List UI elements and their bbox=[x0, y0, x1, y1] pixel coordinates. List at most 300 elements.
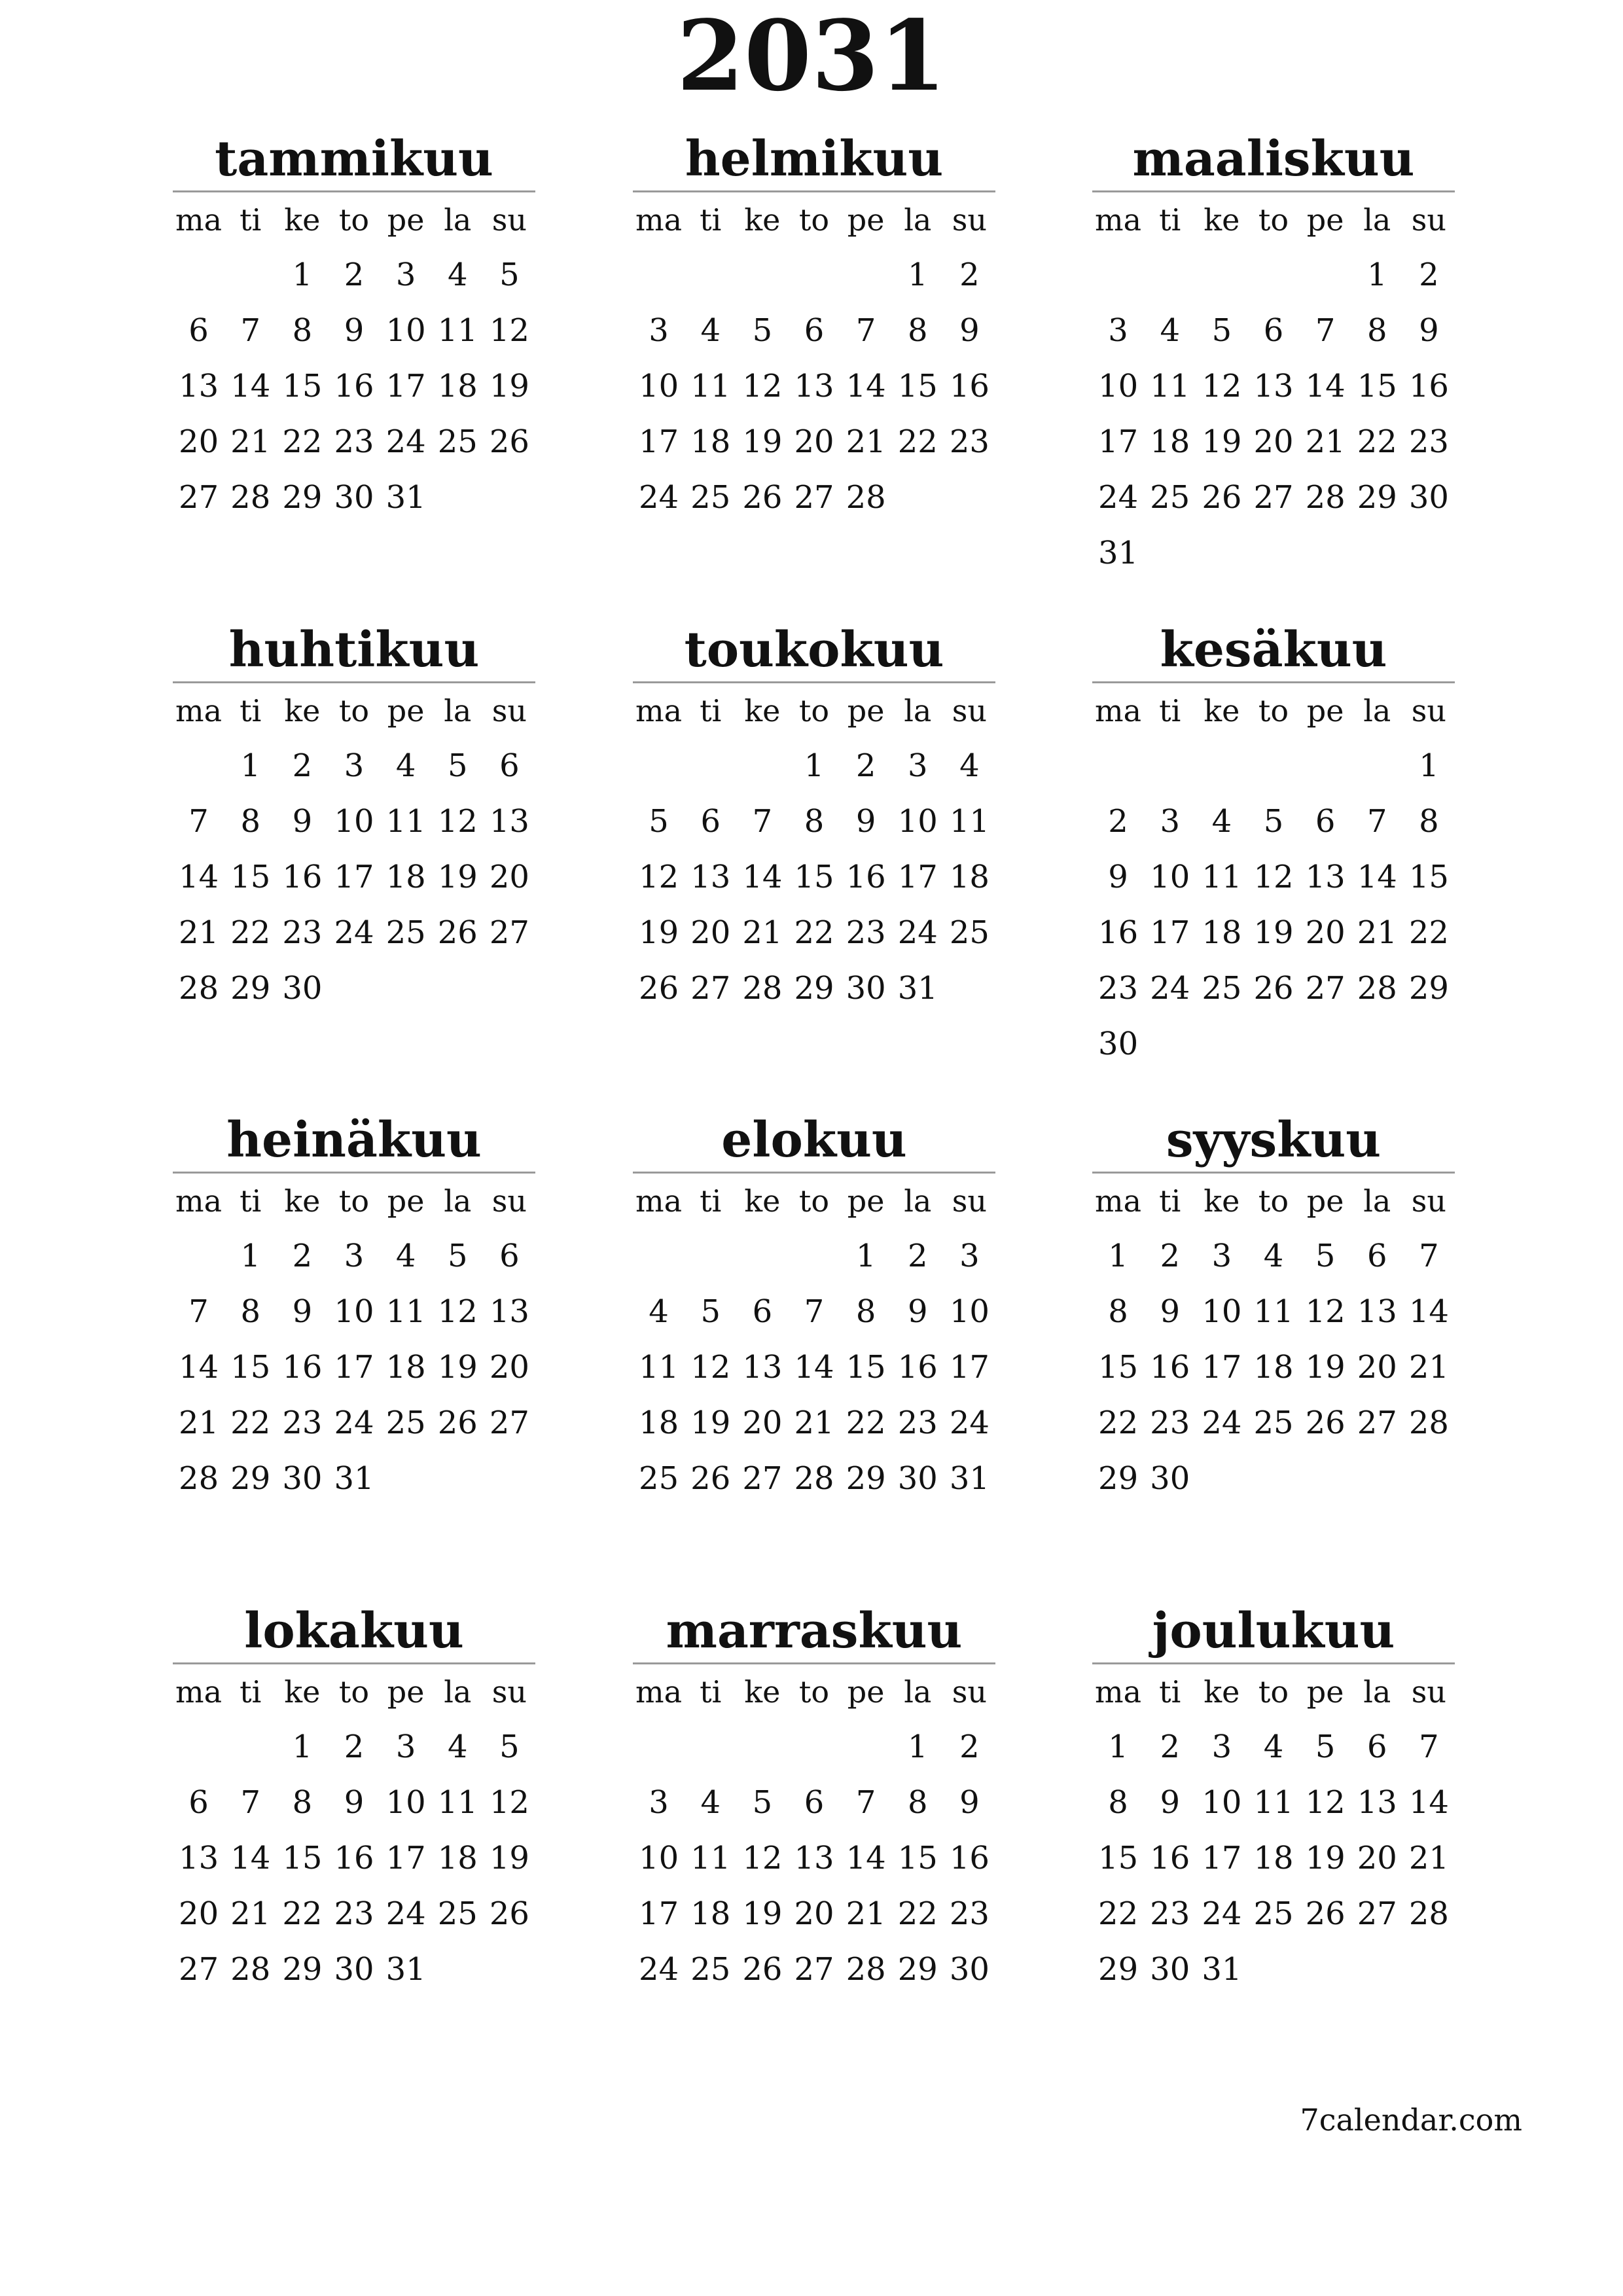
day-cell: 24 bbox=[897, 914, 938, 951]
day-cell: 13 bbox=[179, 368, 219, 404]
day-cell: 9 bbox=[1108, 859, 1128, 895]
day-cell: 5 bbox=[1211, 312, 1232, 349]
day-cell: 5 bbox=[1315, 1729, 1336, 1765]
weekday-header bbox=[1092, 1664, 1455, 1719]
month-elokuu bbox=[633, 1109, 995, 1507]
day-cell: 20 bbox=[742, 1405, 783, 1441]
day-cell: 27 bbox=[794, 1951, 834, 1988]
day-cell: 18 bbox=[690, 423, 731, 460]
day-cell: 26 bbox=[742, 479, 783, 516]
day-cell: 16 bbox=[334, 368, 374, 404]
day-grid bbox=[633, 1719, 995, 1998]
day-cell: 1 bbox=[1108, 1729, 1128, 1765]
month-name: syyskuu bbox=[1092, 1109, 1455, 1174]
weekday-label: su bbox=[491, 693, 527, 728]
day-cell: 18 bbox=[690, 1895, 731, 1932]
day-cell: 15 bbox=[1098, 1840, 1139, 1876]
day-cell: 30 bbox=[334, 479, 374, 516]
day-cell: 1 bbox=[804, 747, 825, 784]
day-cell: 30 bbox=[1150, 1460, 1190, 1497]
day-cell: 22 bbox=[1408, 914, 1449, 951]
day-cell: 24 bbox=[385, 423, 426, 460]
day-cell: 4 bbox=[395, 1238, 416, 1274]
day-cell: 1 bbox=[1367, 257, 1387, 293]
day-cell: 17 bbox=[1098, 423, 1139, 460]
empty-cell bbox=[685, 738, 736, 794]
empty-cell bbox=[736, 1719, 788, 1775]
weekday-label: ke bbox=[1204, 202, 1240, 238]
day-cell: 16 bbox=[282, 859, 323, 895]
day-cell: 1 bbox=[240, 1238, 260, 1274]
weekday-label: ti bbox=[240, 1183, 262, 1219]
weekday-label: la bbox=[904, 1674, 932, 1710]
day-cell: 28 bbox=[794, 1460, 834, 1497]
empty-cell bbox=[1092, 738, 1144, 794]
day-cell: 10 bbox=[334, 803, 374, 840]
day-cell: 26 bbox=[1305, 1895, 1346, 1932]
empty-cell bbox=[736, 1229, 788, 1284]
weekday-label: pe bbox=[387, 693, 425, 728]
day-cell: 4 bbox=[448, 1729, 468, 1765]
day-cell: 12 bbox=[489, 1784, 529, 1821]
day-cell: 16 bbox=[1150, 1349, 1190, 1386]
month-name: elokuu bbox=[633, 1109, 995, 1174]
weekday-label: ma bbox=[175, 1183, 223, 1219]
day-cell: 12 bbox=[1305, 1784, 1346, 1821]
day-cell: 19 bbox=[742, 1895, 783, 1932]
day-cell: 20 bbox=[794, 1895, 834, 1932]
day-cell: 4 bbox=[1263, 1238, 1284, 1274]
day-cell: 11 bbox=[1253, 1784, 1294, 1821]
day-cell: 21 bbox=[1357, 914, 1397, 951]
day-cell: 24 bbox=[1098, 479, 1139, 516]
empty-cell bbox=[685, 1719, 736, 1775]
day-cell: 23 bbox=[334, 1895, 374, 1932]
day-cell: 17 bbox=[334, 1349, 374, 1386]
weekday-label: to bbox=[1258, 202, 1289, 238]
weekday-header bbox=[173, 1664, 535, 1719]
day-cell: 31 bbox=[897, 970, 938, 1007]
year-title: 2031 bbox=[677, 0, 946, 113]
weekday-label: su bbox=[491, 1674, 527, 1710]
day-cell: 29 bbox=[1098, 1951, 1139, 1988]
day-cell: 21 bbox=[742, 914, 783, 951]
empty-cell bbox=[1144, 738, 1196, 794]
day-cell: 10 bbox=[639, 368, 679, 404]
day-cell: 22 bbox=[282, 1895, 323, 1932]
month-name: marraskuu bbox=[633, 1600, 995, 1664]
day-cell: 2 bbox=[292, 1238, 313, 1274]
day-cell: 15 bbox=[897, 1840, 938, 1876]
day-cell: 24 bbox=[639, 479, 679, 516]
day-cell: 28 bbox=[1408, 1405, 1449, 1441]
day-cell: 8 bbox=[1108, 1293, 1128, 1330]
day-cell: 22 bbox=[897, 1895, 938, 1932]
day-cell: 25 bbox=[385, 1405, 426, 1441]
day-cell: 25 bbox=[1253, 1895, 1294, 1932]
day-cell: 10 bbox=[1098, 368, 1139, 404]
day-cell: 6 bbox=[188, 312, 209, 349]
weekday-label: to bbox=[798, 693, 830, 728]
day-cell: 6 bbox=[188, 1784, 209, 1821]
weekday-label: su bbox=[1411, 693, 1447, 728]
empty-cell bbox=[633, 738, 685, 794]
day-cell: 12 bbox=[690, 1349, 731, 1386]
day-cell: 21 bbox=[230, 423, 271, 460]
empty-cell bbox=[736, 738, 788, 794]
weekday-label: la bbox=[444, 202, 472, 238]
day-cell: 21 bbox=[230, 1895, 271, 1932]
day-cell: 22 bbox=[282, 423, 323, 460]
empty-cell bbox=[224, 247, 276, 303]
day-cell: 7 bbox=[188, 1293, 209, 1330]
empty-cell bbox=[1144, 247, 1196, 303]
day-cell: 25 bbox=[1150, 479, 1190, 516]
day-cell: 2 bbox=[908, 1238, 928, 1274]
month-joulukuu bbox=[1092, 1600, 1455, 1998]
day-cell: 19 bbox=[1305, 1349, 1346, 1386]
month-huhtikuu bbox=[173, 619, 535, 1016]
day-cell: 11 bbox=[385, 803, 426, 840]
day-cell: 27 bbox=[1305, 970, 1346, 1007]
day-cell: 2 bbox=[1419, 257, 1439, 293]
weekday-label: ma bbox=[175, 1674, 223, 1710]
day-cell: 8 bbox=[292, 1784, 313, 1821]
day-cell: 9 bbox=[344, 1784, 365, 1821]
day-cell: 6 bbox=[1367, 1238, 1387, 1274]
month-name: huhtikuu bbox=[173, 619, 535, 683]
day-cell: 22 bbox=[230, 1405, 271, 1441]
empty-cell bbox=[840, 247, 892, 303]
day-cell: 17 bbox=[949, 1349, 990, 1386]
day-cell: 3 bbox=[959, 1238, 980, 1274]
weekday-header bbox=[633, 1664, 995, 1719]
day-cell: 7 bbox=[1367, 803, 1387, 840]
month-name: lokakuu bbox=[173, 1600, 535, 1664]
day-grid bbox=[173, 1229, 535, 1507]
weekday-label: pe bbox=[387, 202, 425, 238]
day-cell: 5 bbox=[499, 1729, 520, 1765]
month-toukokuu bbox=[633, 619, 995, 1016]
day-cell: 5 bbox=[752, 312, 773, 349]
day-cell: 30 bbox=[282, 970, 323, 1007]
day-cell: 29 bbox=[230, 1460, 271, 1497]
day-cell: 5 bbox=[448, 747, 468, 784]
day-cell: 1 bbox=[292, 1729, 313, 1765]
day-cell: 18 bbox=[1253, 1349, 1294, 1386]
day-cell: 29 bbox=[282, 479, 323, 516]
weekday-label: pe bbox=[387, 1183, 425, 1219]
day-cell: 8 bbox=[1108, 1784, 1128, 1821]
day-cell: 3 bbox=[649, 312, 669, 349]
day-cell: 7 bbox=[855, 312, 876, 349]
day-cell: 18 bbox=[1150, 423, 1190, 460]
month-helmikuu bbox=[633, 128, 995, 526]
day-cell: 15 bbox=[897, 368, 938, 404]
day-cell: 6 bbox=[1315, 803, 1336, 840]
day-cell: 14 bbox=[742, 859, 783, 895]
weekday-label: la bbox=[904, 202, 932, 238]
day-cell: 8 bbox=[855, 1293, 876, 1330]
weekday-label: to bbox=[1258, 1674, 1289, 1710]
day-cell: 12 bbox=[742, 1840, 783, 1876]
day-cell: 3 bbox=[1160, 803, 1180, 840]
weekday-label: ti bbox=[700, 1183, 722, 1219]
weekday-label: ma bbox=[635, 1674, 683, 1710]
day-grid bbox=[1092, 1229, 1455, 1507]
day-cell: 25 bbox=[1202, 970, 1242, 1007]
day-cell: 28 bbox=[846, 479, 886, 516]
day-cell: 13 bbox=[794, 368, 834, 404]
day-cell: 19 bbox=[1253, 914, 1294, 951]
day-cell: 11 bbox=[1202, 859, 1242, 895]
day-cell: 9 bbox=[908, 1293, 928, 1330]
day-cell: 29 bbox=[897, 1951, 938, 1988]
weekday-label: pe bbox=[847, 693, 885, 728]
day-cell: 21 bbox=[179, 914, 219, 951]
day-cell: 14 bbox=[1408, 1293, 1449, 1330]
day-cell: 27 bbox=[179, 1951, 219, 1988]
day-cell: 3 bbox=[344, 747, 365, 784]
weekday-header bbox=[633, 1174, 995, 1229]
day-cell: 30 bbox=[846, 970, 886, 1007]
day-cell: 28 bbox=[1357, 970, 1397, 1007]
weekday-header bbox=[173, 192, 535, 247]
day-cell: 9 bbox=[292, 1293, 313, 1330]
day-cell: 3 bbox=[1108, 312, 1128, 349]
day-cell: 14 bbox=[1357, 859, 1397, 895]
weekday-label: ke bbox=[284, 693, 321, 728]
empty-cell bbox=[224, 1719, 276, 1775]
day-cell: 3 bbox=[1211, 1729, 1232, 1765]
weekday-label: la bbox=[444, 1674, 472, 1710]
day-cell: 27 bbox=[794, 479, 834, 516]
day-cell: 27 bbox=[1253, 479, 1294, 516]
day-cell: 8 bbox=[240, 803, 260, 840]
day-cell: 15 bbox=[1408, 859, 1449, 895]
day-cell: 27 bbox=[1357, 1405, 1397, 1441]
day-grid bbox=[633, 738, 995, 1016]
day-grid bbox=[1092, 247, 1455, 581]
day-cell: 28 bbox=[1408, 1895, 1449, 1932]
month-name: toukokuu bbox=[633, 619, 995, 683]
day-cell: 31 bbox=[1098, 535, 1139, 571]
empty-cell bbox=[173, 1719, 224, 1775]
weekday-label: to bbox=[798, 1183, 830, 1219]
day-cell: 1 bbox=[1108, 1238, 1128, 1274]
weekday-label: ke bbox=[1204, 1674, 1240, 1710]
day-cell: 18 bbox=[385, 859, 426, 895]
day-cell: 2 bbox=[344, 1729, 365, 1765]
weekday-label: su bbox=[952, 1674, 988, 1710]
day-cell: 24 bbox=[639, 1951, 679, 1988]
day-cell: 4 bbox=[448, 257, 468, 293]
day-cell: 23 bbox=[1150, 1895, 1190, 1932]
day-cell: 23 bbox=[282, 914, 323, 951]
weekday-label: to bbox=[798, 1674, 830, 1710]
day-cell: 27 bbox=[742, 1460, 783, 1497]
day-cell: 10 bbox=[639, 1840, 679, 1876]
day-cell: 31 bbox=[949, 1460, 990, 1497]
day-cell: 7 bbox=[1419, 1729, 1439, 1765]
day-cell: 5 bbox=[1315, 1238, 1336, 1274]
empty-cell bbox=[1247, 247, 1299, 303]
weekday-label: su bbox=[1411, 202, 1447, 238]
day-cell: 13 bbox=[179, 1840, 219, 1876]
weekday-header bbox=[1092, 192, 1455, 247]
day-cell: 29 bbox=[1408, 970, 1449, 1007]
weekday-label: ti bbox=[240, 202, 262, 238]
day-cell: 3 bbox=[344, 1238, 365, 1274]
empty-cell bbox=[1300, 738, 1351, 794]
weekday-label: pe bbox=[1306, 1674, 1344, 1710]
day-cell: 11 bbox=[949, 803, 990, 840]
day-cell: 22 bbox=[1357, 423, 1397, 460]
day-cell: 20 bbox=[1305, 914, 1346, 951]
day-cell: 19 bbox=[489, 1840, 529, 1876]
day-cell: 28 bbox=[1305, 479, 1346, 516]
weekday-label: ma bbox=[1095, 693, 1142, 728]
weekday-label: ma bbox=[635, 202, 683, 238]
day-cell: 2 bbox=[344, 257, 365, 293]
day-cell: 23 bbox=[1150, 1405, 1190, 1441]
weekday-label: ma bbox=[175, 202, 223, 238]
day-cell: 7 bbox=[240, 1784, 260, 1821]
day-cell: 27 bbox=[489, 914, 529, 951]
empty-cell bbox=[1196, 247, 1247, 303]
day-cell: 13 bbox=[1253, 368, 1294, 404]
day-cell: 27 bbox=[179, 479, 219, 516]
day-cell: 13 bbox=[1357, 1784, 1397, 1821]
weekday-label: to bbox=[338, 693, 370, 728]
day-cell: 28 bbox=[230, 1951, 271, 1988]
day-cell: 20 bbox=[1253, 423, 1294, 460]
day-cell: 16 bbox=[897, 1349, 938, 1386]
day-grid bbox=[173, 247, 535, 526]
weekday-label: to bbox=[798, 202, 830, 238]
day-cell: 17 bbox=[334, 859, 374, 895]
weekday-label: ti bbox=[700, 693, 722, 728]
day-cell: 29 bbox=[794, 970, 834, 1007]
day-cell: 18 bbox=[437, 368, 478, 404]
day-cell: 13 bbox=[489, 1293, 529, 1330]
day-cell: 9 bbox=[1419, 312, 1439, 349]
day-cell: 15 bbox=[1357, 368, 1397, 404]
weekday-header bbox=[173, 1174, 535, 1229]
day-cell: 17 bbox=[639, 1895, 679, 1932]
day-cell: 6 bbox=[804, 312, 825, 349]
day-cell: 16 bbox=[846, 859, 886, 895]
weekday-label: la bbox=[1363, 1674, 1391, 1710]
day-cell: 3 bbox=[908, 747, 928, 784]
day-cell: 24 bbox=[1150, 970, 1190, 1007]
day-grid bbox=[633, 247, 995, 526]
day-cell: 25 bbox=[639, 1460, 679, 1497]
day-cell: 11 bbox=[437, 312, 478, 349]
day-cell: 15 bbox=[794, 859, 834, 895]
day-cell: 30 bbox=[1150, 1951, 1190, 1988]
day-cell: 9 bbox=[1160, 1293, 1180, 1330]
day-cell: 22 bbox=[846, 1405, 886, 1441]
day-cell: 7 bbox=[752, 803, 773, 840]
day-cell: 15 bbox=[230, 859, 271, 895]
day-cell: 6 bbox=[1263, 312, 1284, 349]
weekday-header bbox=[1092, 683, 1455, 738]
day-cell: 20 bbox=[489, 1349, 529, 1386]
day-cell: 23 bbox=[334, 423, 374, 460]
day-cell: 9 bbox=[1160, 1784, 1180, 1821]
day-cell: 15 bbox=[846, 1349, 886, 1386]
empty-cell bbox=[788, 1719, 840, 1775]
day-cell: 8 bbox=[804, 803, 825, 840]
day-cell: 2 bbox=[855, 747, 876, 784]
day-cell: 12 bbox=[639, 859, 679, 895]
empty-cell bbox=[685, 1229, 736, 1284]
day-cell: 11 bbox=[1150, 368, 1190, 404]
weekday-label: pe bbox=[847, 1183, 885, 1219]
day-cell: 17 bbox=[1202, 1840, 1242, 1876]
day-cell: 25 bbox=[690, 1951, 731, 1988]
weekday-label: ti bbox=[1159, 1674, 1181, 1710]
day-cell: 8 bbox=[908, 312, 928, 349]
day-cell: 30 bbox=[897, 1460, 938, 1497]
day-cell: 24 bbox=[1202, 1405, 1242, 1441]
day-cell: 21 bbox=[846, 1895, 886, 1932]
day-cell: 14 bbox=[179, 859, 219, 895]
day-cell: 3 bbox=[1211, 1238, 1232, 1274]
day-cell: 22 bbox=[794, 914, 834, 951]
day-cell: 15 bbox=[230, 1349, 271, 1386]
day-cell: 4 bbox=[700, 312, 721, 349]
day-cell: 28 bbox=[179, 1460, 219, 1497]
weekday-label: ke bbox=[744, 1183, 781, 1219]
day-cell: 3 bbox=[649, 1784, 669, 1821]
day-cell: 22 bbox=[230, 914, 271, 951]
month-kesäkuu bbox=[1092, 619, 1455, 1072]
weekday-label: to bbox=[338, 202, 370, 238]
day-cell: 12 bbox=[1253, 859, 1294, 895]
day-cell: 16 bbox=[282, 1349, 323, 1386]
day-cell: 18 bbox=[949, 859, 990, 895]
day-cell: 30 bbox=[282, 1460, 323, 1497]
weekday-label: la bbox=[904, 1183, 932, 1219]
weekday-label: ma bbox=[1095, 1183, 1142, 1219]
day-grid bbox=[173, 738, 535, 1016]
day-cell: 10 bbox=[949, 1293, 990, 1330]
weekday-label: ti bbox=[700, 202, 722, 238]
day-cell: 4 bbox=[700, 1784, 721, 1821]
day-cell: 12 bbox=[742, 368, 783, 404]
day-cell: 25 bbox=[949, 914, 990, 951]
day-cell: 11 bbox=[385, 1293, 426, 1330]
day-cell: 2 bbox=[959, 1729, 980, 1765]
day-cell: 10 bbox=[1202, 1293, 1242, 1330]
empty-cell bbox=[633, 1719, 685, 1775]
day-cell: 19 bbox=[489, 368, 529, 404]
weekday-label: la bbox=[444, 693, 472, 728]
day-cell: 21 bbox=[179, 1405, 219, 1441]
day-cell: 21 bbox=[794, 1405, 834, 1441]
empty-cell bbox=[633, 1229, 685, 1284]
day-cell: 5 bbox=[700, 1293, 721, 1330]
day-cell: 12 bbox=[489, 312, 529, 349]
day-cell: 15 bbox=[1098, 1349, 1139, 1386]
day-cell: 13 bbox=[1305, 859, 1346, 895]
day-cell: 16 bbox=[1150, 1840, 1190, 1876]
day-cell: 19 bbox=[437, 859, 478, 895]
empty-cell bbox=[173, 247, 224, 303]
day-cell: 2 bbox=[1160, 1729, 1180, 1765]
